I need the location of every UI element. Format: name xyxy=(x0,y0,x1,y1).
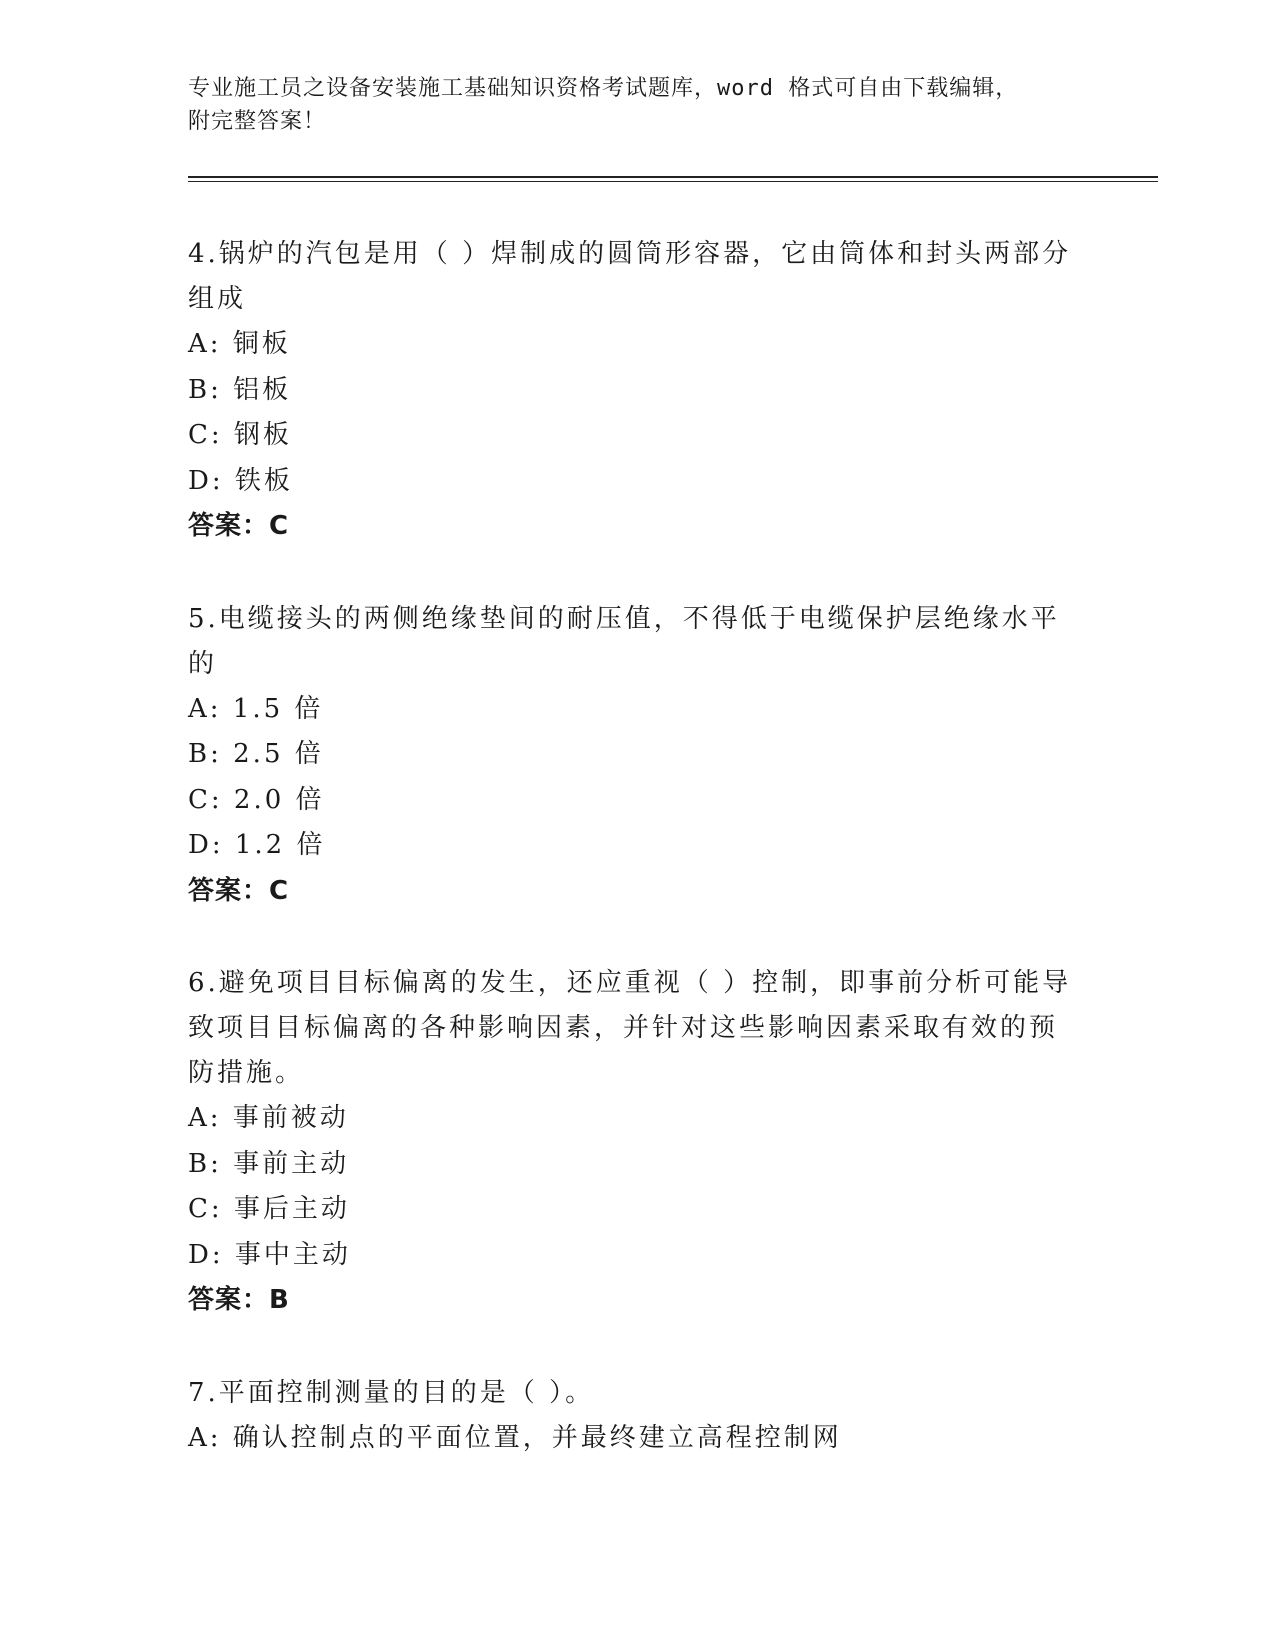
option-c: C: 钢板 xyxy=(188,420,292,450)
option-b: B: 2.5 倍 xyxy=(188,739,324,769)
question-stem: 的 xyxy=(188,648,218,679)
question-stem: 4.锅炉的汽包是用（ ）焊制成的圆筒形容器，它由筒体和封头两部分 xyxy=(188,239,1072,269)
question-block-5 xyxy=(188,597,1088,915)
question-stem: 组成 xyxy=(188,284,247,314)
question-stem: 6.避免项目目标偏离的发生，还应重视（ ）控制，即事前分析可能导 xyxy=(188,968,1072,998)
option-a: A: 确认控制点的平面位置，并最终建立高程控制网 xyxy=(188,1422,842,1453)
answer-line: 答案：B xyxy=(188,1285,290,1315)
option-c: C: 事后主动 xyxy=(188,1194,350,1224)
header-line-1: 专业施工员之设备安装施工基础知识资格考试题库，word 格式可自由下载编辑， xyxy=(188,76,1019,101)
question-block-7 xyxy=(188,1371,1088,1462)
answer-line: 答案：C xyxy=(188,511,290,541)
question-stem: 致项目目标偏离的各种影响因素，并针对这些影响因素采取有效的预 xyxy=(188,1013,1059,1043)
header-line-2: 附完整答案！ xyxy=(188,109,327,134)
document-header xyxy=(188,72,1088,138)
question-stem: 5.电缆接头的两侧绝缘垫间的耐压值，不得低于电缆保护层绝缘水平 xyxy=(188,603,1060,634)
option-b: B: 铝板 xyxy=(188,374,292,405)
option-a: A: 事前被动 xyxy=(188,1103,349,1133)
answer-line: 答案：C xyxy=(188,875,290,906)
header-divider-thick xyxy=(188,176,1158,178)
question-block-4 xyxy=(188,232,1088,550)
option-a: A: 铜板 xyxy=(188,329,291,359)
option-c: C: 2.0 倍 xyxy=(188,784,325,815)
option-d: D: 1.2 倍 xyxy=(188,830,326,860)
question-block-6 xyxy=(188,961,1088,1324)
option-b: B: 事前主动 xyxy=(188,1148,350,1179)
question-stem: 7.平面控制测量的目的是（ ）。 xyxy=(188,1377,595,1408)
question-stem: 防措施。 xyxy=(188,1058,305,1088)
header-divider-thin xyxy=(188,181,1158,182)
option-d: D: 事中主动 xyxy=(188,1239,351,1270)
option-a: A: 1.5 倍 xyxy=(188,693,324,724)
question-list xyxy=(188,232,1088,1508)
option-d: D: 铁板 xyxy=(188,465,293,496)
